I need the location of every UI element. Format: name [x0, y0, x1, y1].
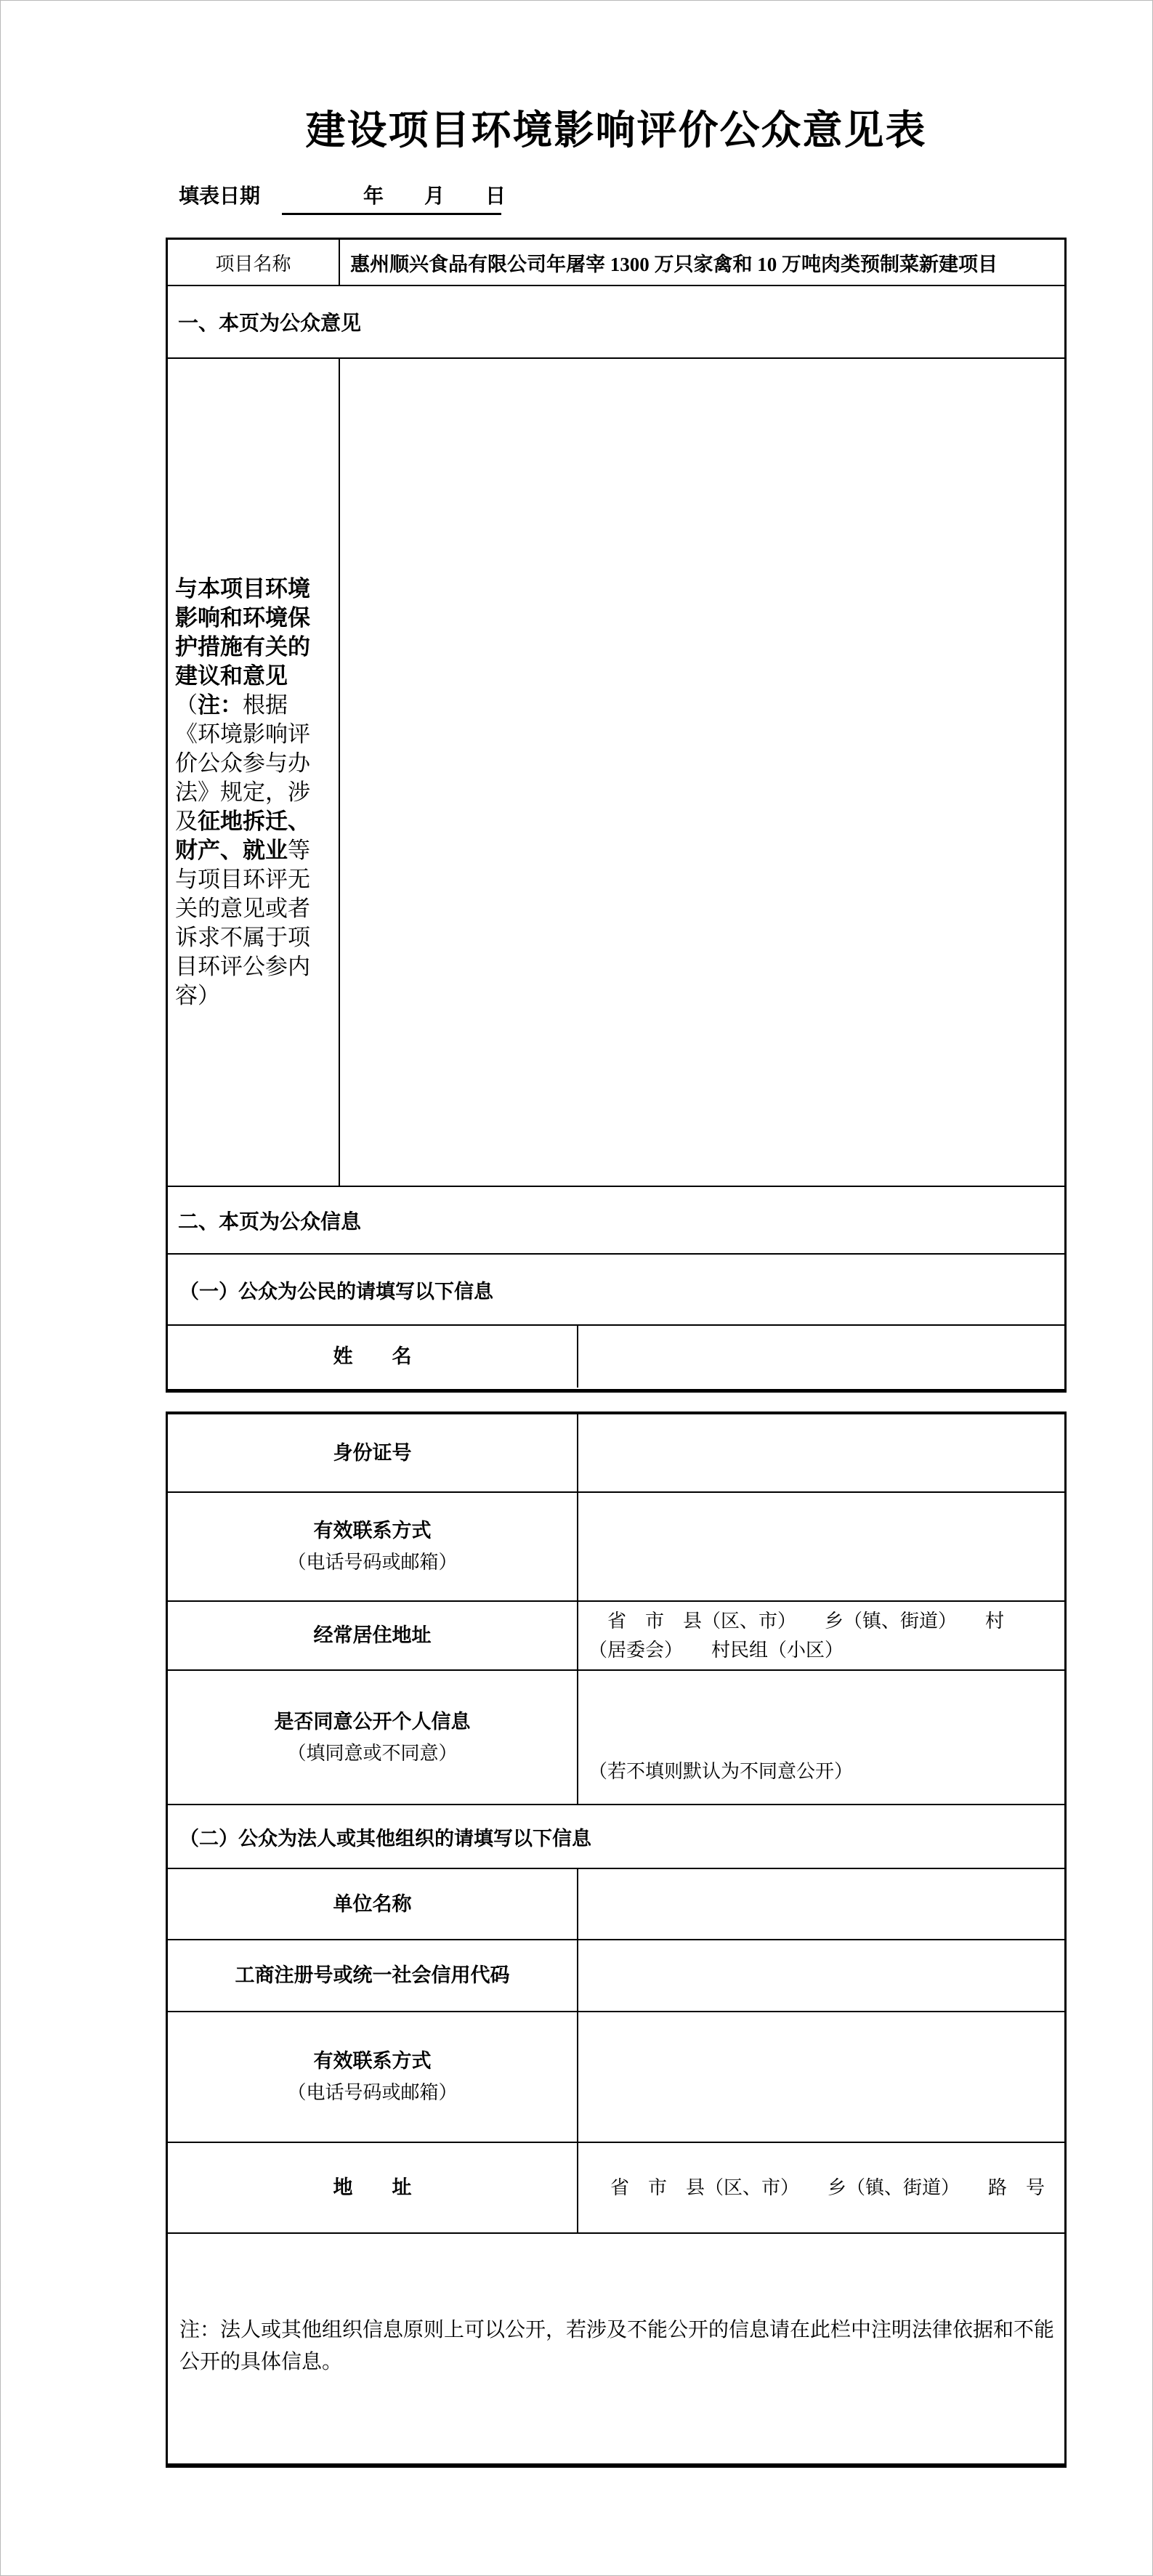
org-code-input-cell[interactable] — [578, 1940, 1064, 2011]
note-cell[interactable] — [168, 2234, 1064, 2459]
residence-input-cell[interactable] — [578, 1602, 1064, 1669]
consent-label-cell — [168, 1671, 578, 1804]
org-address-label: 地 址 — [168, 2143, 578, 2232]
org-address-row — [168, 2143, 1064, 2234]
contact-label-cell — [168, 1493, 578, 1600]
org-info-header: （二）公众为法人或其他组织的请填写以下信息 — [168, 1805, 1064, 1869]
org-contact-input-cell[interactable] — [578, 2012, 1064, 2142]
consent-input-cell[interactable] — [578, 1671, 1064, 1804]
section-2-header: 二、本页为公众信息 — [168, 1187, 1064, 1255]
name-input-cell[interactable] — [578, 1326, 1064, 1388]
id-number-row — [168, 1414, 1064, 1493]
org-code-label: 工商注册号或统一社会信用代码 — [168, 1940, 578, 2011]
contact-sublabel: （电话号码或邮箱） — [287, 1552, 458, 1573]
form-date-label: 填表日期 — [179, 185, 261, 208]
contact-input-cell[interactable] — [578, 1493, 1064, 1600]
residence-row — [168, 1602, 1064, 1671]
org-contact-sublabel: （电话号码或邮箱） — [287, 2082, 458, 2103]
contact-label: 有效联系方式 — [313, 1520, 432, 1542]
project-name-label: 项目名称 — [168, 240, 340, 285]
org-address-hint: 省 市 县（区、市） 乡（镇、街道） 路 号 — [610, 2176, 1045, 2198]
org-address-input-cell[interactable] — [578, 2143, 1064, 2232]
consent-hint: （若不填则默认为不同意公开） — [588, 1761, 854, 1782]
opinion-label: 与本项目环境影响和环境保护措施有关的建议和意见（注：根据《环境影响评价公众参与办法》规定，涉及征地拆迁、财产、就业等与项目环评无关的意见或者诉求不属于项目环评公参内容） — [175, 576, 310, 1008]
consent-row — [168, 1671, 1064, 1805]
public-info-table — [166, 1411, 1067, 2468]
org-name-label: 单位名称 — [168, 1869, 578, 1939]
opinion-input-cell[interactable] — [340, 359, 1064, 1186]
id-number-label: 身份证号 — [168, 1414, 578, 1491]
page-title: 建设项目环境影响评价公众意见表 — [305, 108, 927, 153]
project-name-row — [168, 240, 1064, 286]
note-row — [168, 2234, 1064, 2459]
name-label: 姓 名 — [168, 1326, 578, 1388]
form-date-line — [179, 181, 506, 215]
org-code-row — [168, 1940, 1064, 2012]
contact-row — [168, 1493, 1064, 1602]
residence-label: 经常居住地址 — [168, 1602, 578, 1669]
name-row — [168, 1326, 1064, 1388]
citizen-info-header: （一）公众为公民的请填写以下信息 — [168, 1255, 1064, 1326]
org-contact-label: 有效联系方式 — [313, 2050, 432, 2072]
consent-sublabel: （填同意或不同意） — [287, 1742, 458, 1764]
form-date-blank-input[interactable]: 年 月 日 — [282, 181, 501, 215]
org-contact-label-cell — [168, 2012, 578, 2142]
section-1-header: 一、本页为公众意见 — [168, 286, 1064, 359]
consent-label: 是否同意公开个人信息 — [274, 1710, 471, 1733]
project-name-value: 惠州顺兴食品有限公司年屠宰 1300 万只家禽和 10 万吨肉类预制菜新建项目 — [350, 253, 998, 275]
residence-hint: 省 市 县（区、市） 乡（镇、街道） 村（居委会） 村民组（小区） — [588, 1610, 1005, 1661]
note-text: 注：法人或其他组织信息原则上可以公开，若涉及不能公开的信息请在此栏中注明法律依据和不能公开的具体信息。 — [179, 2319, 1055, 2373]
org-name-row — [168, 1869, 1064, 1940]
opinion-label-cell — [168, 359, 340, 1186]
opinion-table — [166, 238, 1067, 1393]
org-contact-row — [168, 2012, 1064, 2143]
opinion-row — [168, 359, 1064, 1187]
org-name-input-cell[interactable] — [578, 1869, 1064, 1939]
id-number-input-cell[interactable] — [578, 1414, 1064, 1491]
